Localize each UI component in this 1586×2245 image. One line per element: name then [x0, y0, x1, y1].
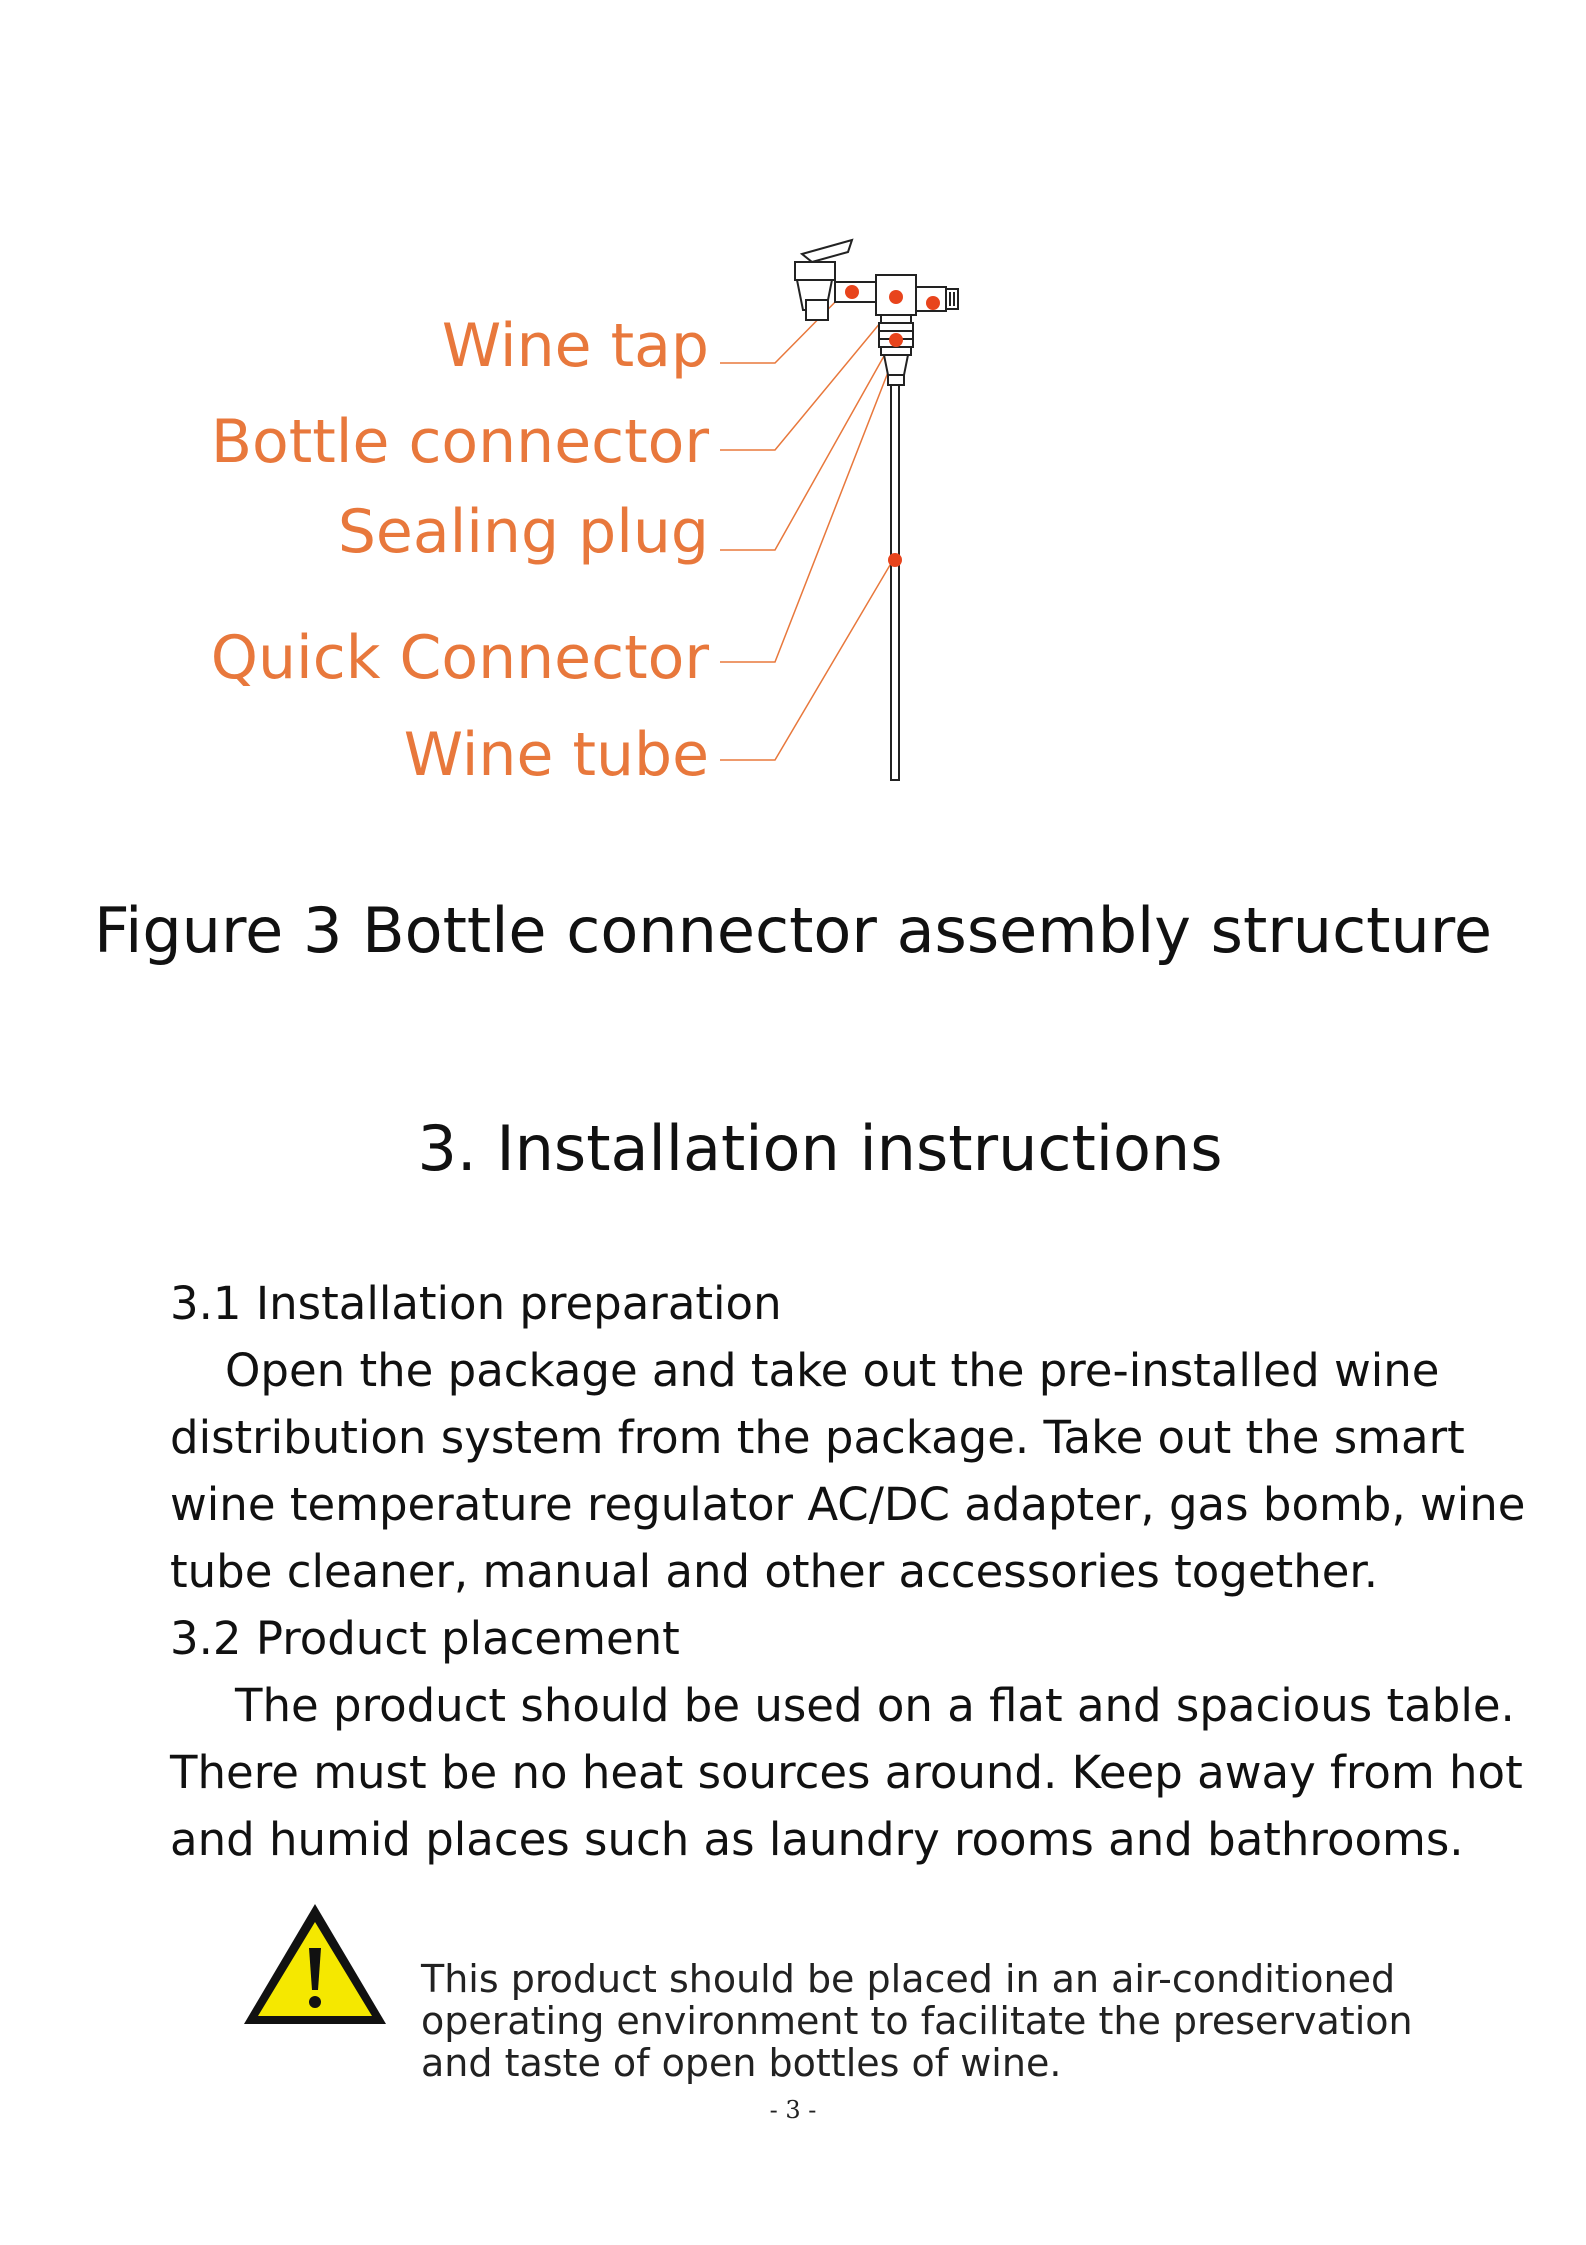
subsection-heading: 3.2 Product placement — [170, 1612, 680, 1665]
leader-line-quick-connector — [720, 362, 892, 662]
label-bottle-connector: Bottle connector — [210, 407, 709, 477]
paragraph: The product should be used on a flat and spacious table. There must be no heat sources around. Keep away from hot and humid places such as laundry rooms and bathrooms. — [170, 1679, 1523, 1866]
bottle-connector-body — [876, 275, 958, 780]
section-body — [170, 1270, 1540, 1873]
leader-line-wine-tube — [720, 560, 893, 760]
label-wine-tap: Wine tap — [441, 311, 709, 381]
figure-caption: Figure 3 Bottle connector assembly structure — [93, 894, 1493, 967]
page-number: - 3 - — [769, 2096, 817, 2124]
subsection-heading: 3.1 Installation preparation — [170, 1277, 782, 1330]
leader-line-sealing-plug — [720, 340, 893, 550]
leader-line-bottle-connector — [720, 305, 895, 450]
label-wine-tube: Wine tube — [403, 720, 709, 790]
marker-wine-tube — [888, 553, 902, 567]
marker-wine-tap — [845, 285, 859, 299]
wine-tap-icon — [795, 240, 883, 320]
marker-sealing-plug — [889, 333, 903, 347]
marker-quick-connector — [926, 296, 940, 310]
paragraph: Open the package and take out the pre-installed wine distribution system from the package. Take out the smart wine temperature regulator AC/DC adapter, gas bomb, wine tube cleaner, manual and other accessories together. — [170, 1344, 1526, 1598]
marker-bottle-connector — [889, 290, 903, 304]
warning-text: This product should be placed in an air-conditioned operating environment to facilitate the preservation and taste of open bottles of wine. — [421, 1957, 1413, 2085]
label-quick-connector: Quick Connector — [210, 623, 709, 693]
label-sealing-plug: Sealing plug — [337, 497, 709, 567]
section-title: 3. Installation instructions — [417, 1112, 1223, 1185]
warning-triangle-icon — [240, 1898, 390, 2030]
